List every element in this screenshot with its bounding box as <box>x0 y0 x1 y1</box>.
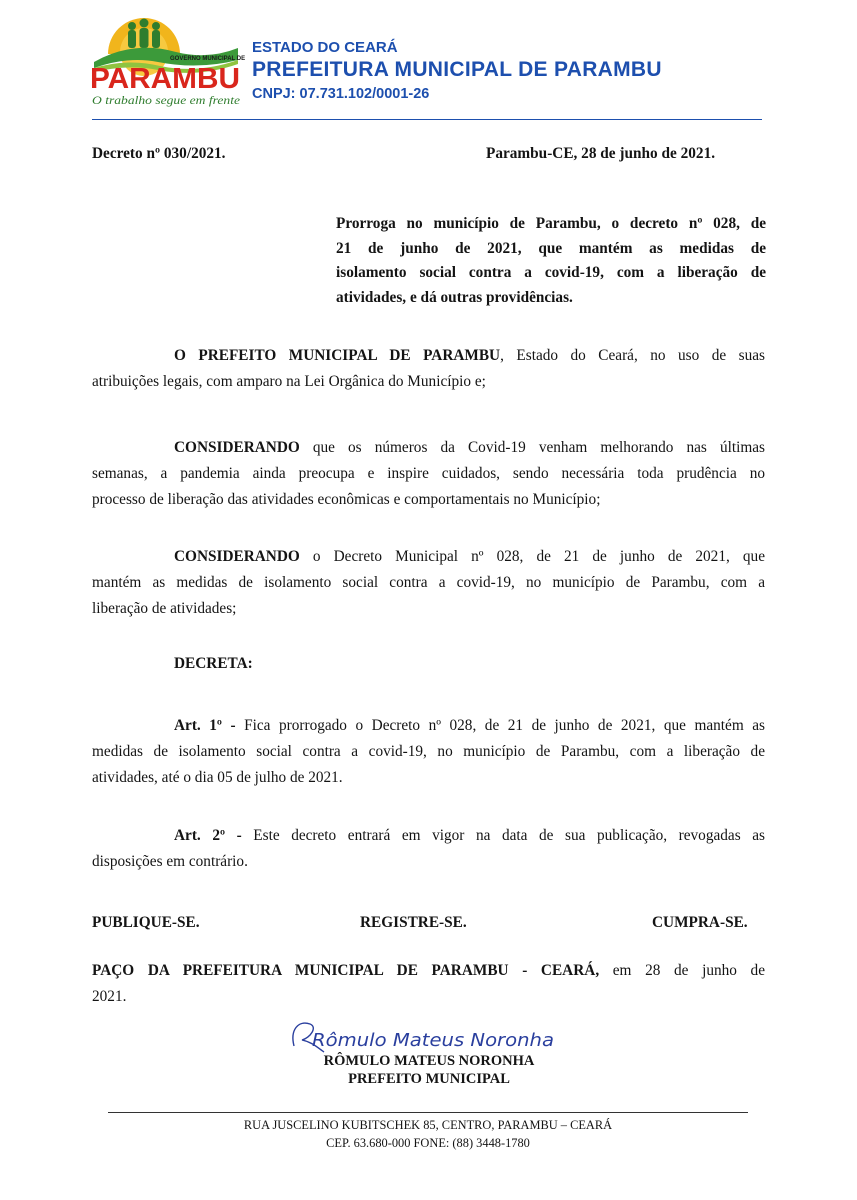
paco-paragraph <box>92 958 765 1010</box>
logo-top-text: GOVERNO MUNICIPAL DE <box>170 56 246 62</box>
logo-slogan-text: O trabalho segue em frente <box>92 93 241 107</box>
considerando-1-line: semanas, a pandemia ainda preocupa e inspire cuidados, sendo necessária toda prudência no <box>92 465 765 482</box>
considerando-1-bold: CONSIDERANDO <box>174 439 300 456</box>
header-prefecture: PREFEITURA MUNICIPAL DE PARAMBU <box>252 58 662 81</box>
summary-line: isolamento social contra a covid-19, com a liberação de <box>336 264 766 282</box>
article-1-line: atividades, até o dia 05 de julho de 2021. <box>92 769 343 786</box>
intro-bold: O PREFEITO MUNICIPAL DE PARAMBU <box>174 347 501 364</box>
considerando-2-text: o Decreto Municipal nº 028, de 21 de junho de 2021, que <box>299 548 765 565</box>
decree-summary <box>336 212 766 310</box>
closing-cumpra: CUMPRA-SE. <box>652 914 748 931</box>
decree-number: Decreto nº 030/2021. <box>92 145 226 162</box>
article-2-paragraph <box>92 823 765 875</box>
signer-role: PREFEITO MUNICIPAL <box>348 1071 510 1087</box>
article-1-line: medidas de isolamento social contra a covid-19, no município de Parambu, com a liberação de <box>92 743 765 760</box>
article-1-text: Fica prorrogado o Decreto nº 028, de 21 de junho de 2021, que mantém as <box>235 717 765 734</box>
header-cnpj: CNPJ: 07.731.102/0001-26 <box>252 86 430 102</box>
considerando-2-line: liberação de atividades; <box>92 600 237 617</box>
paco-bold: PAÇO DA PREFEITURA MUNICIPAL DE PARAMBU - CEARÁ, <box>92 962 600 979</box>
municipal-logo <box>88 12 246 110</box>
summary-line: 21 de junho de 2021, que mantém as medidas de <box>336 239 766 257</box>
footer-contact: CEP. 63.680-000 FONE: (88) 3448-1780 <box>326 1136 530 1150</box>
considerando-1-paragraph <box>92 435 765 513</box>
considerando-2-paragraph <box>92 544 765 622</box>
article-2-label: Art. 2º - <box>174 827 242 844</box>
signer-name: RÔMULO MATEUS NORONHA <box>323 1053 535 1069</box>
article-2-text: Este decreto entrará em vigor na data de sua publicação, revogadas as <box>241 827 765 844</box>
article-2-line: disposições em contrário. <box>92 853 248 870</box>
paco-line: 2021. <box>92 988 127 1005</box>
footer-address: RUA JUSCELINO KUBITSCHEK 85, CENTRO, PARAMBU – CEARÁ <box>243 1118 613 1132</box>
closing-registre: REGISTRE-SE. <box>360 914 467 931</box>
considerando-1-line: processo de liberação das atividades econômicas e comportamentais no Município; <box>92 491 601 508</box>
considerando-2-line: mantém as medidas de isolamento social contra a covid-19, no município de Parambu, com a <box>92 574 765 591</box>
intro-paragraph <box>92 343 765 395</box>
footer-divider <box>108 1112 748 1113</box>
summary-line: Prorroga no município de Parambu, o decreto nº 028, de <box>336 215 766 232</box>
intro-line: atribuições legais, com amparo na Lei Orgânica do Município e; <box>92 373 486 390</box>
logo-name-text: PARAMBU <box>90 63 240 95</box>
summary-line: atividades, e dá outras providências. <box>336 288 573 306</box>
header-divider <box>92 119 762 120</box>
paco-text: em 28 de junho de <box>599 962 765 979</box>
signature-handwriting: Rômulo Mateus Noronha <box>312 1030 554 1051</box>
considerando-2-bold: CONSIDERANDO <box>174 548 300 565</box>
logo-people-icon <box>128 19 160 49</box>
header-state: ESTADO DO CEARÁ <box>252 39 398 56</box>
intro-text: , Estado do Ceará, no uso de suas <box>500 347 766 364</box>
decree-place-date: Parambu-CE, 28 de junho de 2021. <box>486 145 716 162</box>
closing-publique: PUBLIQUE-SE. <box>92 914 200 931</box>
considerando-1-text: que os números da Covid-19 venham melhorando nas últimas <box>299 439 765 456</box>
article-1-paragraph <box>92 713 765 791</box>
decreta-heading: DECRETA: <box>174 655 253 672</box>
article-1-label: Art. 1º - <box>174 717 236 734</box>
